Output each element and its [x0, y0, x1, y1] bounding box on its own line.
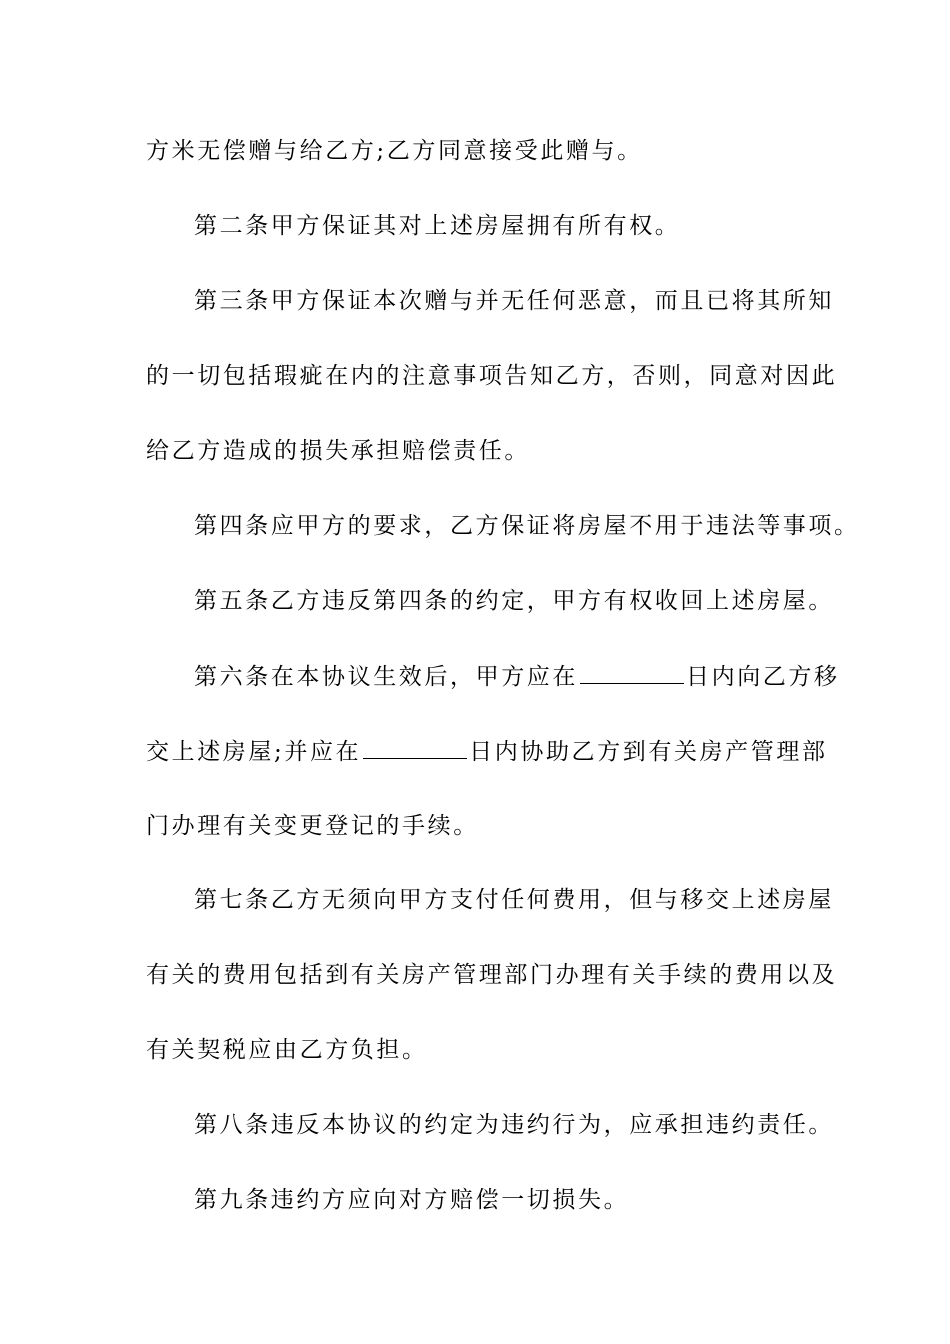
line-text: 第九条违约方应向对方赔偿一切损失。 — [194, 1187, 630, 1213]
line-text: 的一切包括瑕疵在内的注意事项告知乙方，否则，同意对因此 — [146, 363, 838, 389]
fill-in-blank — [363, 736, 467, 759]
line-text: 第五条乙方违反第四条的约定，甲方有权收回上述房屋。 — [194, 588, 834, 614]
article-4 — [194, 511, 860, 541]
article-9 — [194, 1185, 854, 1215]
article-3 — [194, 286, 854, 316]
line-text: 第二条甲方保证其对上述房屋拥有所有权。 — [194, 213, 681, 239]
article-5 — [194, 586, 854, 616]
article-7 — [194, 885, 854, 915]
fill-in-blank — [580, 661, 684, 684]
line-text: 交上述房屋;并应在 — [146, 739, 362, 765]
paragraph-line — [146, 361, 838, 391]
line-text: 门办理有关变更登记的手续。 — [146, 813, 479, 839]
line-text: 第八条违反本协议的约定为违约行为，应承担违约责任。 — [194, 1112, 834, 1138]
line-text: 第四条应甲方的要求，乙方保证将房屋不用于违法等事项。 — [194, 513, 860, 539]
article-8 — [194, 1110, 854, 1140]
paragraph-line — [146, 1035, 806, 1065]
line-text: 给乙方造成的损失承担赔偿责任。 — [146, 438, 530, 464]
line-text: 第六条在本协议生效后，甲方应在 — [194, 664, 578, 690]
paragraph-line — [146, 436, 806, 466]
paragraph-line — [146, 736, 828, 767]
paragraph-line — [146, 960, 838, 990]
line-text: 日内协助乙方到有关房产管理部 — [469, 739, 828, 765]
article-6 — [194, 661, 854, 692]
line-text: 第七条乙方无须向甲方支付任何费用，但与移交上述房屋 — [194, 887, 834, 913]
line-text: 第三条甲方保证本次赠与并无任何恶意，而且已将其所知 — [194, 288, 834, 314]
article-2 — [194, 211, 854, 241]
paragraph-line — [146, 136, 806, 166]
line-text: 有关契税应由乙方负担。 — [146, 1037, 428, 1063]
line-text: 方米无偿赠与给乙方;乙方同意接受此赠与。 — [146, 138, 643, 164]
line-text: 有关的费用包括到有关房产管理部门办理有关手续的费用以及 — [146, 962, 838, 988]
line-text: 日内向乙方移 — [686, 664, 840, 690]
paragraph-line — [146, 811, 806, 841]
